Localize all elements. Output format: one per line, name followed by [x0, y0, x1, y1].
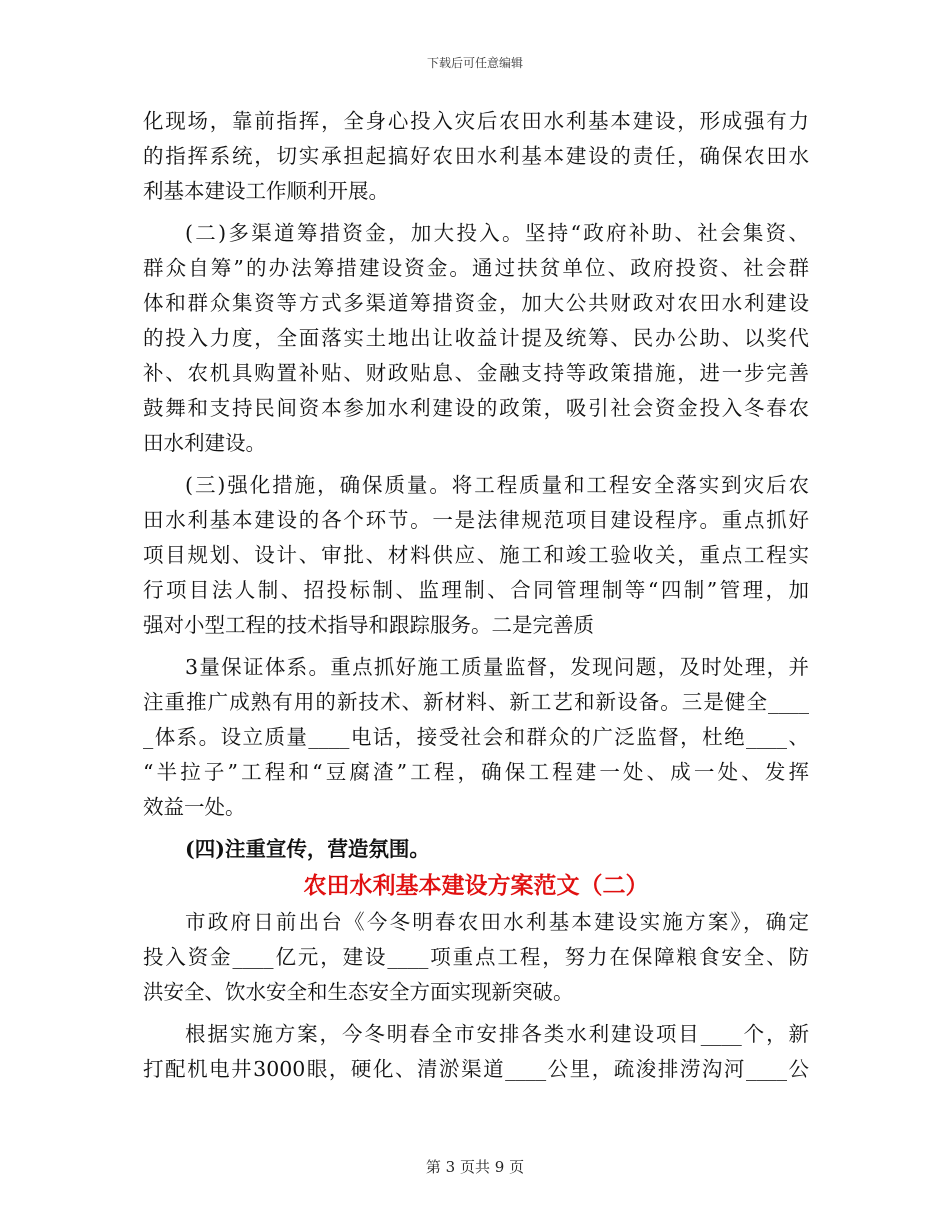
text-line: 行项目法人制、招投标制、监理制、合同管理制等“四制”管理，加	[143, 578, 809, 602]
text-line: 根据实施方案，今冬明春全市安排各类水利建设项目____个，新	[185, 1022, 809, 1046]
paragraph-gap	[143, 825, 809, 832]
text-line: 利基本建设工作顺利开展。	[143, 179, 389, 203]
section-title: 农田水利基本建设方案范文（二）	[303, 872, 649, 899]
page-header: 下载后可任意编辑	[426, 56, 523, 70]
paragraph-gap	[143, 1010, 809, 1017]
text-line: 的投入力度，全面落实土地出让收益计提及统筹、民办公助、以奖代	[143, 326, 809, 350]
page-footer: 第 3 页共 9 页	[425, 1158, 525, 1176]
text-line: 补、农机具购置补贴、财政贴息、金融支持等政策措施，进一步完善	[143, 361, 809, 385]
text-line: “半拉子”工程和“豆腐渣”工程，确保工程建一处、成一处、发挥	[143, 760, 809, 784]
text-line: 群众自筹”的办法筹措建设资金。通过扶贫单位、政府投资、社会群	[143, 256, 809, 280]
text-line: 鼓舞和支持民间资本参加水利建设的政策，吸引社会资金投入冬春农	[143, 396, 809, 420]
text-line: 洪安全、饮水安全和生态安全方面实现新突破。	[143, 980, 574, 1004]
text-line: 化现场，靠前指挥，全身心投入灾后农田水利基本建设，形成强有力	[143, 109, 809, 133]
document-body	[143, 104, 809, 1087]
text-line: 田水利建设。	[143, 431, 266, 455]
text-line: (二)多渠道筹措资金，加大投入。坚持“政府补助、社会集资、	[185, 221, 809, 245]
text-line: 效益一处。	[143, 795, 246, 819]
paragraph-gap	[143, 209, 809, 216]
text-line: 项目规划、设计、审批、材料供应、施工和竣工验收关，重点工程实	[143, 543, 809, 567]
text-line: 的指挥系统，切实承担起搞好农田水利基本建设的责任，确保农田水	[143, 144, 809, 168]
paragraph-gap	[143, 643, 809, 650]
paragraph-gap	[143, 461, 809, 468]
text-line: 田水利基本建设的各个环节。一是法律规范项目建设程序。重点抓好	[143, 508, 809, 532]
text-line: 强对小型工程的技术指导和跟踪服务。二是完善质	[143, 613, 594, 637]
text-line: 打配机电井3000眼，硬化、清淤渠道____公里，疏浚排涝沟河____公	[143, 1057, 809, 1081]
text-line: (四)注重宣传，营造氛围。	[185, 837, 430, 861]
text-line: 市政府日前出台《今冬明春农田水利基本建设实施方案》，确定	[185, 910, 809, 934]
text-line: (三)强化措施，确保质量。将工程质量和工程安全落实到灾后农	[185, 473, 809, 497]
text-line: _体系。设立质量____电话，接受社会和群众的广泛监督，杜绝____、	[143, 725, 809, 749]
text-line: 体和群众集资等方式多渠道筹措资金，加大公共财政对农田水利建设	[143, 291, 809, 315]
text-line: 注重推广成熟有用的新技术、新材料、新工艺和新设备。三是健全____	[143, 690, 809, 714]
text-line: 投入资金____亿元，建设____项重点工程，努力在保障粮食安全、防	[143, 945, 809, 969]
text-line: 3量保证体系。重点抓好施工质量监督，发现问题，及时处理，并	[185, 655, 809, 679]
